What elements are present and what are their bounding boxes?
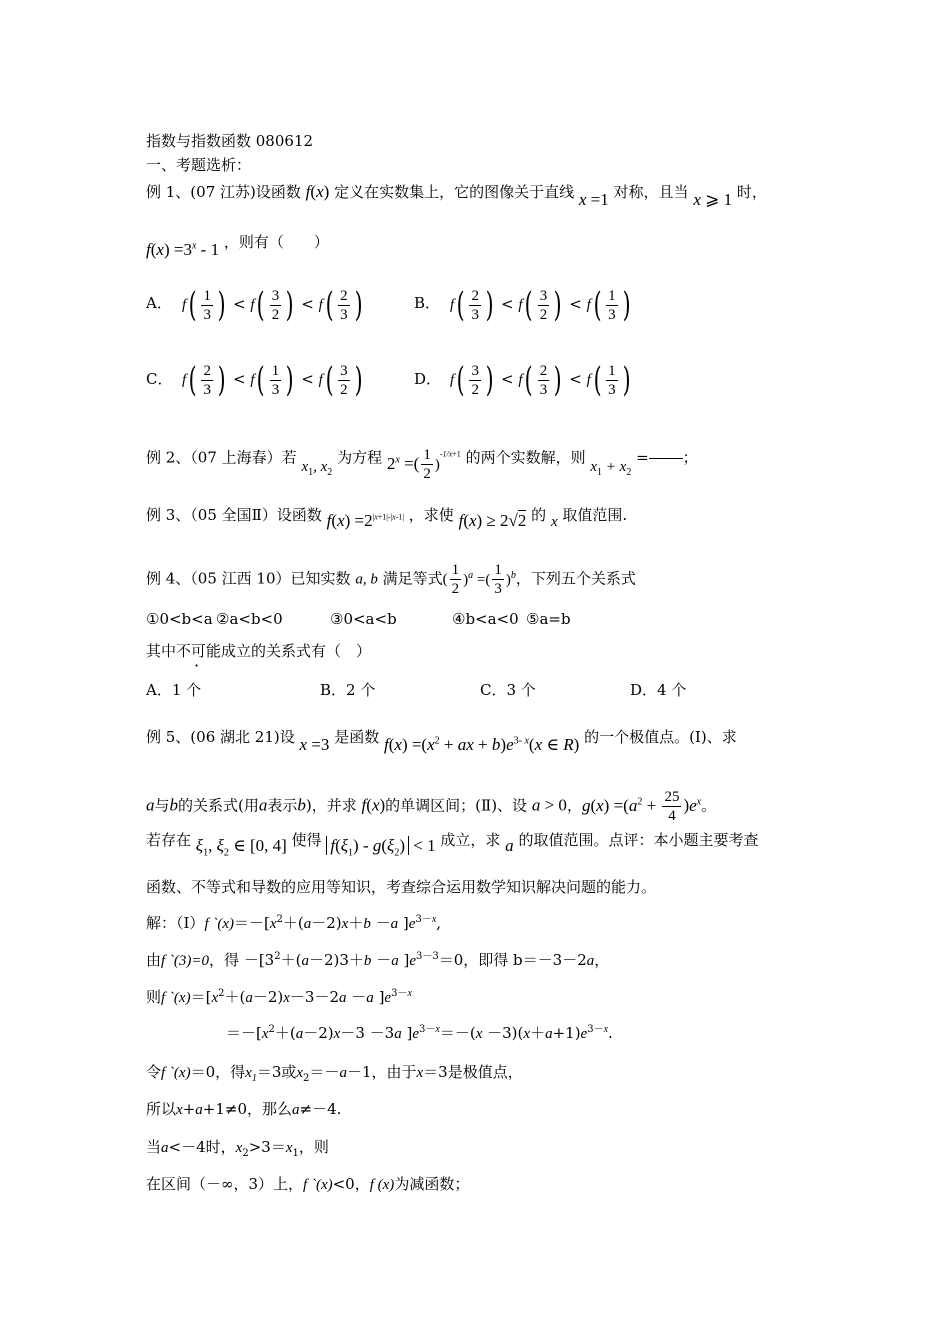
option-c-formula: f( $\frac{2}{3}$ ) < f( $\frac{1}{3}$ ) < f( $\frac{3}{2}$ )	[182, 360, 363, 400]
example-5-tail1: 的一个极值点。(Ⅰ)、求	[584, 728, 737, 746]
choice-d: D．4 个	[630, 681, 687, 699]
solution-line-6: 所以x+a+1≠0，那么a≠－4.	[146, 1100, 342, 1118]
choice-b: B．2 个	[320, 681, 376, 699]
example-3-tail1: 的	[531, 506, 547, 524]
example-1-line2-tail: ，则有（ ）	[223, 233, 329, 251]
solution-line-8: 在区间（－∞，3）上，f `(x)<0，f (x)为减函数；	[146, 1175, 470, 1193]
t10: 解：（Ⅰ）	[146, 914, 205, 932]
solution-line-2: 由f `(3)=0，得 $-[3^2+(a-2)3+b -a$ ]$e^{3-3}=0$，即得 b＝－3－2a，	[146, 951, 610, 969]
question-post: 成立的关系式有（ ）	[221, 642, 372, 660]
relation-5: ⑤a=b	[526, 610, 571, 628]
t12: ，得	[209, 951, 240, 969]
example-1-tail: 时，	[736, 183, 767, 201]
question-pre: 其中	[146, 642, 177, 660]
option-d-label: D．	[414, 370, 442, 388]
solution-line-4: $=-[x^2+(a-2)x-3 -3a$ ]$e^{3-x}=-(x -3)(x+a+1)e^{3-x}$.	[226, 1024, 613, 1042]
solution-line-5: 令f `(x)＝0，得$x_1=3$或$x_2=-a-1$，由于x＝3是极值点，	[146, 1063, 523, 1084]
example-2-mid: 为方程	[337, 448, 383, 467]
t17: 或	[281, 1063, 297, 1081]
example-5-mid1: 是函数	[334, 728, 380, 746]
t13: ，即得 b＝－3－2	[463, 951, 587, 969]
example-3-mid: ，求使	[408, 506, 454, 524]
t1: 与	[154, 796, 170, 815]
example-2: 例 2、（07 上海春）若 $x_1$, $x_2$ 为方程 $2^x$ =( $\frac{1}{2}$ )$^{-1/x+1}$ 的两个实数解，则 $x_1 + x_2$ = ；	[146, 447, 698, 482]
solution-line-7: 当a<－4时，$x_2>3=x_1$，则	[146, 1138, 329, 1159]
choice-a: A．1 个	[146, 681, 202, 699]
solution-line-3: 则f $`(x)=[x^2+(a-2)x-3-2a -a$ ]$e^{3-x}$	[146, 988, 412, 1006]
t25: 在区间（－∞，3）上，	[146, 1175, 304, 1193]
t16: ，得	[215, 1063, 246, 1081]
t22: 当	[146, 1138, 162, 1156]
t20: 所以	[146, 1100, 177, 1118]
question-emphasis: 不可能	[176, 642, 222, 660]
example-2-tail: 的两个实数解，则	[465, 448, 586, 467]
example-1-mid2: 对称，且当	[613, 183, 689, 201]
example-4-mid: 满足等式	[382, 569, 443, 588]
t26: 为减函数；	[394, 1175, 470, 1193]
t19: 是极值点，	[447, 1063, 523, 1081]
option-b-label: B．	[414, 294, 441, 312]
choice-c: C．3 个	[480, 681, 536, 699]
t9: 的取值范围。点评：本小题主要考查	[518, 831, 759, 849]
t6: 若存在	[146, 831, 192, 849]
example-2-lead: 例 2、（07 上海春）若	[146, 448, 297, 467]
example-5-line-2: a与b的关系式(用a表示b)，并求 f(x)的单调区间；(Ⅱ)、设 a > 0，$g(x) =(a^2$ + $\frac{25}{4}$ )$e^x$。	[146, 789, 717, 824]
example-1-lead: 例 1、(07 江苏)设函数	[146, 183, 301, 201]
example-5-line-3: 若存在 $\xi_1$, $\xi_2$ ∈ [0, 4] 使得 $f(\xi_1) - g(\xi_2) < 1$ 成立，求 a 的取值范围。点评：本小题主要考查	[146, 831, 759, 859]
t7: 使得	[291, 831, 322, 849]
example-1-line-1: 例 1、(07 江苏)设函数 f(x) 定义在实数集上，它的图像关于直线 x =1 对称，且当 x ⩾ 1 时，	[146, 182, 767, 209]
option-a-label: A．	[146, 294, 172, 312]
option-a-formula: f( $\frac{1}{3}$ ) < f( $\frac{3}{2}$ ) < f( $\frac{2}{3}$ )	[182, 285, 363, 325]
math-fx: f	[305, 182, 311, 201]
example-1-line-2: $f(x) =3^x - 1$ ，则有（ ）	[146, 233, 329, 259]
t15: 令	[146, 1063, 162, 1081]
document-title: 指数与指数函数 080612	[146, 132, 314, 150]
example-4-question	[146, 641, 371, 661]
example-3-lead: 例 3、（05 全国Ⅱ）设函数	[146, 506, 322, 524]
example-5-line-1: 例 5、(06 湖北 21)设 x =3 是函数 $f(x) =(x^2$ + ax + $b)e^{3- x}(x$ ∈ R) 的一个极值点。(Ⅰ)、求	[146, 728, 737, 754]
relation-2: ②a<b<0	[216, 610, 283, 628]
t4: )，并求	[305, 796, 357, 815]
t3: 表示	[267, 796, 298, 815]
t14: 则	[146, 988, 162, 1006]
relation-3: ③0<a<b	[330, 610, 397, 628]
example-4-tail: ，下列五个关系式	[515, 569, 636, 588]
option-b-formula: f( $\frac{2}{3}$ ) < f( $\frac{3}{2}$ ) < f( $\frac{1}{3}$ )	[450, 285, 631, 325]
example-3-tail2: 取值范围.	[562, 506, 628, 524]
t23: 时，	[205, 1138, 236, 1156]
option-d-formula: f( $\frac{3}{2}$ ) < f( $\frac{2}{3}$ ) < f( $\frac{1}{3}$ )	[450, 360, 631, 400]
t2: 的关系式(用	[178, 796, 259, 815]
example-4: 例 4、（05 江西 10）已知实数 a, b 满足等式( $\frac{1}{2}$ )$^a$ =( $\frac{1}{3}$ )$^b$，下列五个关系式	[146, 562, 636, 597]
option-c-label: C．	[146, 370, 173, 388]
t21: ，那么	[247, 1100, 293, 1118]
t5: 的单调区间；(Ⅱ)、设	[385, 796, 528, 815]
t8: 成立，求	[440, 831, 501, 849]
example-1-mid1: 定义在实数集上，它的图像关于直线	[334, 183, 575, 201]
relation-1: ①0<b<a	[146, 610, 213, 628]
example-5-lead: 例 5、(06 湖北 21)设	[146, 728, 295, 746]
solution-line-1: 解：（Ⅰ）f $`(x)=-[x^2+(a-2)x+b -a$ ]$e^{3-x}$,	[146, 914, 442, 932]
section-heading: 一、考题选析：	[146, 156, 252, 174]
t18: ，由于	[371, 1063, 417, 1081]
example-3: 例 3、（05 全国Ⅱ）设函数 $f(x) =2^{|x+1|-|x-1|}$ ，求使 f(x) ≥ 2√2 的 x 取值范围.	[146, 506, 628, 530]
example-5-line-4: 函数、不等式和导数的应用等知识，考查综合运用数学知识解决问题的能力。	[146, 878, 657, 896]
example-4-lead: 例 4、（05 江西 10）已知实数	[146, 569, 351, 588]
t24: ，则	[298, 1138, 329, 1156]
t11: 由	[146, 951, 162, 969]
relation-4: ④b<a<0	[452, 610, 519, 628]
